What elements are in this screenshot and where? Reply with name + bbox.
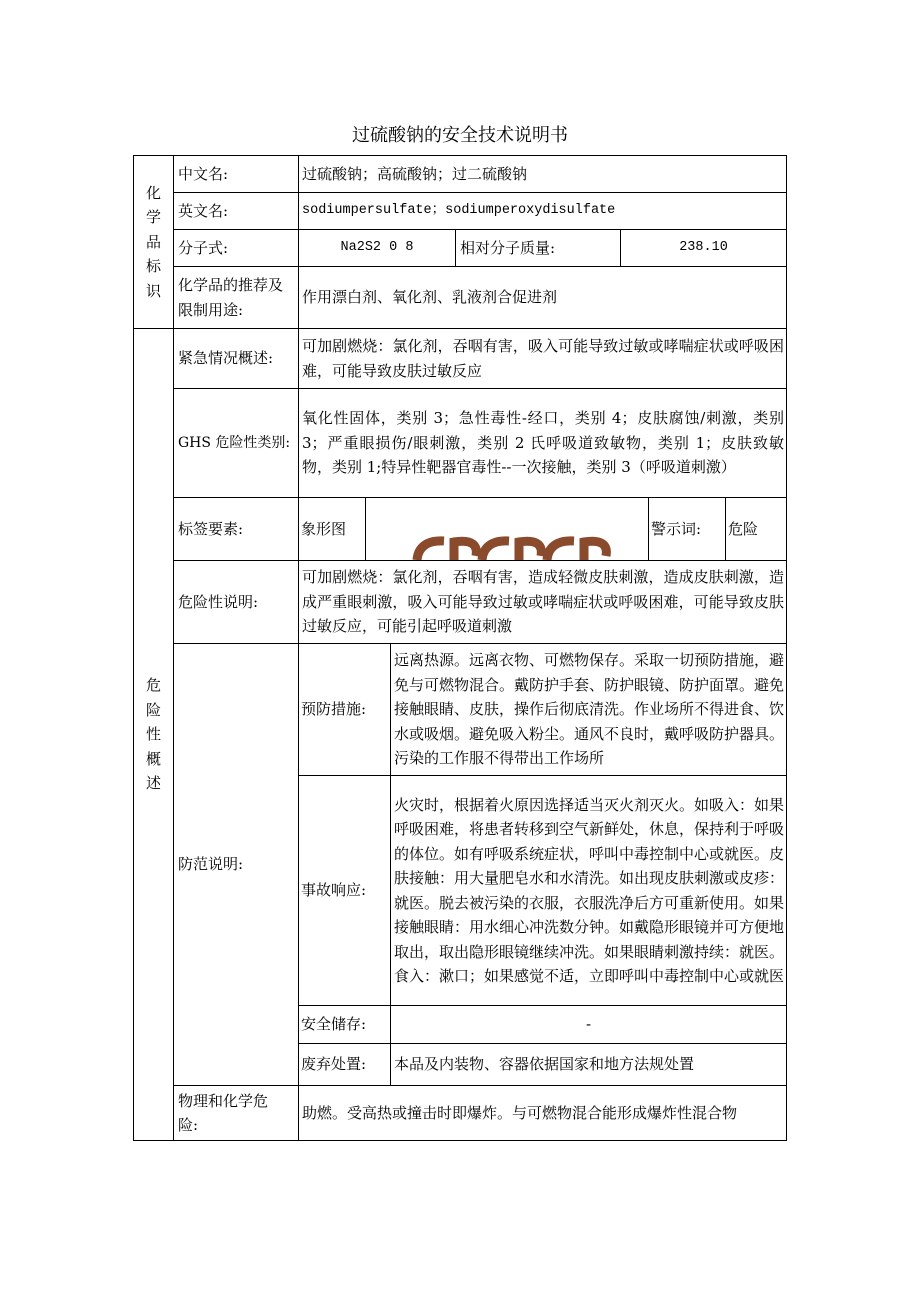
disposal-text: 本品及内装物、容器依据国家和地方法规处置	[394, 1055, 695, 1074]
molecular-weight-label: 相对分子质量:	[455, 229, 621, 267]
hazard-statement-label: 危险性说明:	[173, 560, 299, 644]
pictogram-label: 象形图	[298, 497, 366, 561]
uses-label-cell	[173, 266, 299, 329]
uses-text: 作用漂白剂、氧化剂、乳液剂合促进剂	[302, 288, 558, 307]
response-text: 火灾时，根据着火原因选择适当灭火剂灭火。如吸入：如果呼吸困难，将患者转移到空气新鲜处，休息，保持利于呼吸的体位。如有呼吸系统症状，呼叫中毒控制中心或就医。皮肤接触：用大量肥皂水和水清洗。如出现皮肤刺激或皮疹：就医。脱去被污染的衣服，衣服洗净后方可重新使用。如果接触眼睛：用水细心冲洗数分钟。如戴隐形眼镜并可方便地取出，取出隐形眼镜继续冲洗。如果眼睛刺激持续：就医。食入：漱口；如果感觉不适，立即呼叫中毒控制中心或就医	[394, 795, 785, 985]
formula-label: 分子式:	[173, 229, 299, 267]
signal-word-value: 危险	[725, 497, 787, 561]
ghs-value	[298, 388, 787, 498]
storage-label: 安全储存:	[298, 1005, 391, 1044]
signal-word-label: 警示词:	[648, 497, 726, 561]
molecular-weight-value	[620, 229, 787, 267]
ghs-label: GHS 危险性类别:	[173, 388, 299, 498]
pictogram-shape	[482, 541, 509, 560]
prevention-value	[390, 643, 787, 776]
section-identification-label: 化学品标识	[146, 183, 162, 300]
disposal-label: 废弃处置:	[298, 1043, 391, 1086]
ghs-pictogram-image	[366, 498, 648, 560]
emergency-label: 紧急情况概述:	[173, 328, 299, 389]
pictogram-shapes	[417, 541, 606, 560]
pictogram-shape	[584, 541, 606, 560]
uses-value	[298, 266, 787, 329]
emergency-value	[298, 328, 787, 389]
pictogram-shape	[519, 541, 541, 560]
emergency-text: 可加剧燃烧：氯化剂，吞咽有害，吸入可能导致过敏或哮喘症状或呼吸困难，可能导致皮肤过敏反应	[302, 337, 784, 380]
response-label: 事故响应:	[298, 775, 391, 1006]
formula-text: Na2S2 0 8	[340, 239, 414, 255]
storage-text: -	[585, 1015, 592, 1034]
physical-chemical-label-cell	[173, 1085, 299, 1141]
pictogram-shape	[547, 541, 574, 560]
english-name-label: 英文名:	[173, 192, 299, 230]
pictogram-cell	[365, 497, 649, 561]
pictogram-shape	[454, 541, 476, 560]
pictogram-shape	[417, 541, 444, 560]
disposal-value	[390, 1043, 787, 1086]
section-hazards	[133, 328, 174, 1141]
english-name-value	[298, 192, 787, 230]
ghs-text: 氧化性固体，类别 3；急性毒性-经口，类别 4；皮肤腐蚀/刺激，类别 3；严重眼损伤/眼刺激，类别 2 氏呼吸道致敏物，类别 1；皮肤致敏物，类别 1;特异性靶器官毒性--一次接触，类别 3（呼吸道刺激）	[302, 409, 784, 477]
document-title: 过硫酸钠的安全技术说明书	[352, 125, 568, 145]
precautionary-label: 防范说明:	[173, 643, 299, 1086]
english-name-text: sodiumpersulfate；sodiumperoxydisulfate	[302, 202, 616, 218]
molecular-weight-text: 238.10	[679, 239, 728, 255]
hazard-statement-value	[298, 560, 787, 644]
chinese-name-label: 中文名:	[173, 155, 299, 193]
storage-value	[390, 1005, 787, 1044]
formula-value	[298, 229, 456, 267]
physical-chemical-value	[298, 1085, 787, 1141]
physical-chemical-text: 助燃。受高热或撞击时即爆炸。与可燃物混合能形成爆炸性混合物	[302, 1103, 738, 1122]
chinese-name-text: 过硫酸钠；高硫酸钠；过二硫酸钠	[302, 164, 528, 183]
uses-label: 化学品的推荐及限制用途:	[178, 276, 284, 319]
prevention-text: 远离热源。远离衣物、可燃物保存。采取一切预防措施，避免与可燃物混合。戴防护手套、防护眼镜、防护面罩。避免接触眼睛、皮肤，操作后彻底清洗。作业场所不得进食、饮水或吸烟。避免吸入粉尘。通风不良时，戴呼吸防护器具。污染的工作服不得带出工作场所	[394, 651, 785, 768]
hazard-statement-text: 可加剧燃烧：氯化剂，吞咽有害，造成轻微皮肤刺激，造成皮肤刺激，造成严重眼刺激，吸入可能导致过敏或哮喘症状或呼吸困难，可能导致皮肤过敏反应，可能引起呼吸道刺激	[302, 568, 784, 636]
response-value	[390, 775, 787, 1006]
physical-chemical-label: 物理和化学危险:	[178, 1091, 269, 1134]
chinese-name-value	[298, 155, 787, 193]
section-identification	[133, 155, 174, 329]
section-hazards-label: 危险性概述	[146, 676, 162, 793]
label-elements-label: 标签要素:	[173, 497, 299, 561]
prevention-label: 预防措施:	[298, 643, 391, 776]
